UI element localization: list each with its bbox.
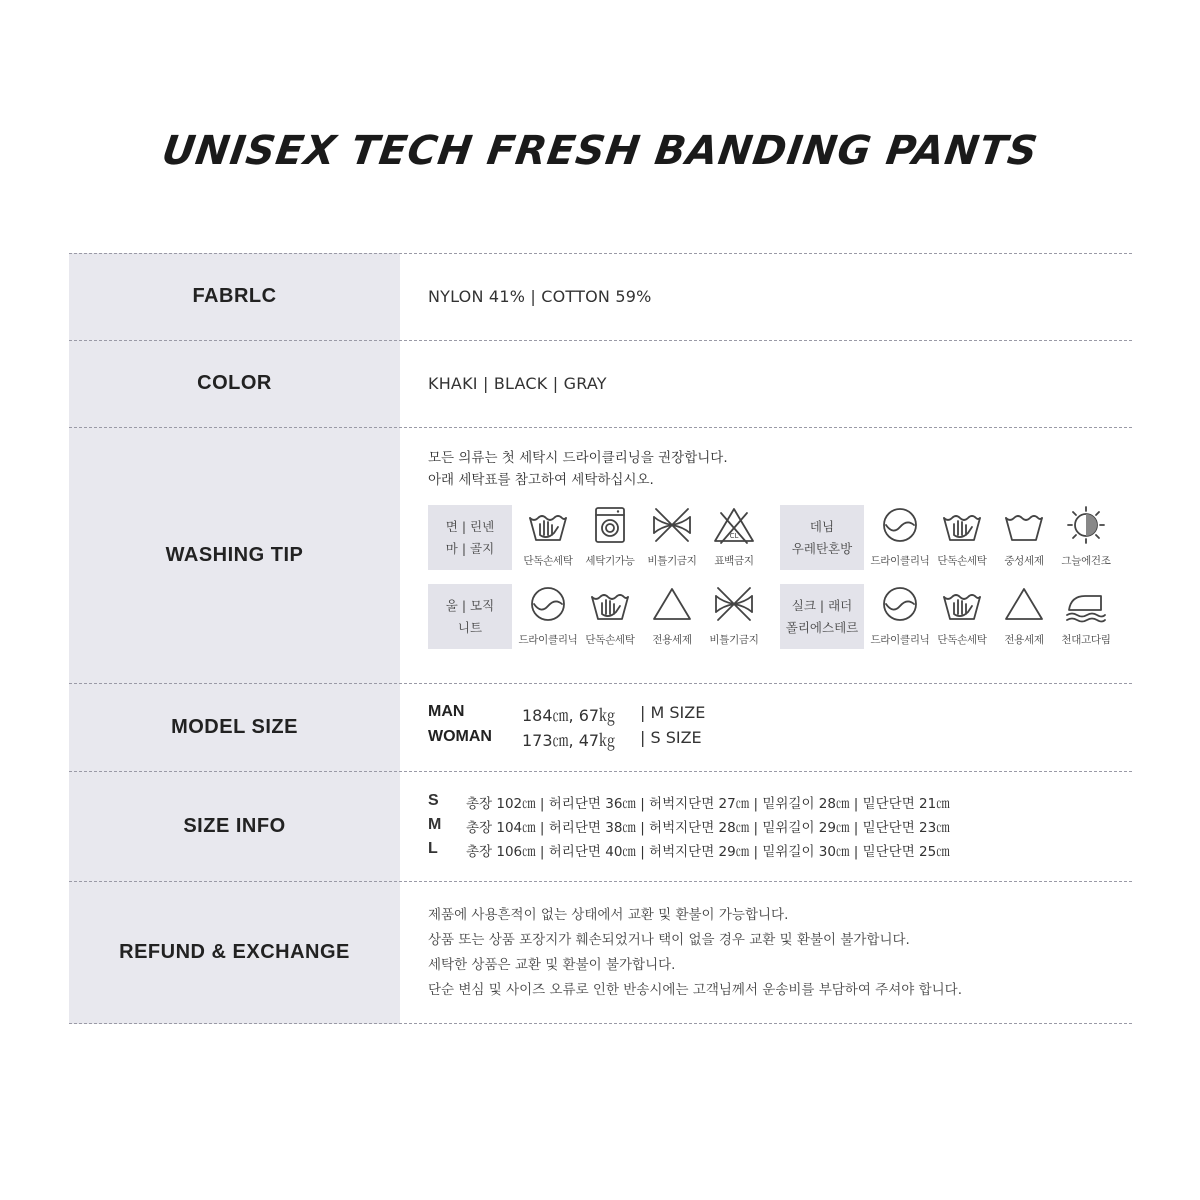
- care-symbol-label: 단독손세탁: [523, 555, 573, 567]
- size-info-grid: [428, 792, 1132, 860]
- size-info-label: SIZE INFO: [69, 771, 400, 881]
- dry-clean-icon: [525, 584, 571, 624]
- care-symbol-label: 전용세제: [652, 634, 692, 646]
- care-symbol-label: 세탁기가능: [585, 555, 635, 567]
- color-label: COLOR: [69, 340, 400, 427]
- hand-wash-icon: [587, 584, 633, 624]
- care-symbol-label: 그늘에건조: [1061, 555, 1111, 567]
- care-symbol-row: [428, 584, 1132, 649]
- washing-row: [69, 427, 1132, 683]
- fabric-row: [69, 253, 1132, 340]
- model-gender: MAN: [428, 703, 465, 720]
- fabric-care-group: [780, 584, 1117, 649]
- svg-text:CL: CL: [729, 532, 739, 540]
- shade-dry-icon: [1063, 505, 1109, 545]
- fabric-type-box: [780, 505, 864, 570]
- model-gender: WOMAN: [428, 728, 492, 745]
- care-symbol-label: 드라이클리닉: [870, 634, 930, 646]
- care-symbol-label: 비틀기금지: [709, 634, 759, 646]
- size-detail: 총장 102㎝ | 허리단면 36㎝ | 허벅지단면 27㎝ | 밑위길이 28㎝ | 밑단단면 21㎝: [466, 796, 950, 812]
- care-symbol-label: 표백금지: [714, 555, 754, 567]
- fabric-type-box: [428, 584, 512, 649]
- care-symbol: [993, 584, 1055, 647]
- model-body: 184㎝, 67㎏: [522, 706, 616, 725]
- spec-table: [69, 253, 1132, 1024]
- fabric-type-text: 실크 | 래더: [791, 597, 853, 613]
- hand-wash-icon: [939, 505, 985, 545]
- dry-clean-icon: [877, 584, 923, 624]
- size-detail: 총장 104㎝ | 허리단면 38㎝ | 허벅지단면 28㎝ | 밑위길이 29㎝ | 밑단단면 23㎝: [466, 820, 950, 836]
- product-title: UNISEX TECH FRESH BANDING PANTS: [159, 128, 1041, 174]
- size-info-content: [400, 771, 1132, 881]
- care-symbol-label: 전용세제: [1004, 634, 1044, 646]
- refund-line: 제품에 사용흔적이 없는 상태에서 교환 및 환불이 가능합니다.: [428, 906, 789, 923]
- fabric-type-text: 우레탄혼방: [791, 540, 853, 556]
- model-size-label: MODEL SIZE: [69, 683, 400, 771]
- model-size: | S SIZE: [640, 728, 702, 747]
- care-symbol: [931, 584, 993, 647]
- fabric-care-group: [428, 505, 765, 570]
- care-symbol-row: [428, 505, 1132, 570]
- model-body: 173㎝, 47㎏: [522, 731, 616, 750]
- care-symbol-grid: [428, 505, 1132, 663]
- refund-line: 상품 또는 상품 포장지가 훼손되었거나 택이 없을 경우 교환 및 환불이 불가합니다.: [428, 931, 910, 948]
- fabric-type-text: 폴리에스테르: [785, 619, 859, 635]
- care-symbol: [641, 505, 703, 568]
- washing-note: 모든 의류는 첫 세탁시 드라이클리닝을 권장합니다.: [428, 450, 728, 466]
- care-symbol-label: 단독손세탁: [937, 634, 987, 646]
- refund-label: REFUND & EXCHANGE: [69, 881, 400, 1024]
- model-size: | M SIZE: [640, 703, 706, 722]
- fabric-type-box: [780, 584, 864, 649]
- model-size-grid: [428, 703, 1132, 751]
- care-symbol-label: 드라이클리닉: [518, 634, 578, 646]
- color-value: KHAKI | BLACK | GRAY: [428, 374, 607, 393]
- refund-content: [400, 881, 1132, 1024]
- fabric-type-box: [428, 505, 512, 570]
- care-symbol: [579, 505, 641, 568]
- care-symbol: [931, 505, 993, 568]
- care-symbol: [703, 505, 765, 568]
- care-symbol: [517, 584, 579, 647]
- fabric-value: NYLON 41% | COTTON 59%: [428, 287, 652, 306]
- model-size-row: [69, 683, 1132, 771]
- fabric-type-text: 울 | 모직: [445, 597, 495, 613]
- fabric-care-group: [428, 584, 765, 649]
- hand-wash-icon: [939, 584, 985, 624]
- model-size-content: [400, 683, 1132, 771]
- care-symbol-label: 단독손세탁: [937, 555, 987, 567]
- no-bleach-icon: [711, 505, 757, 545]
- washing-content: [400, 427, 1132, 683]
- triangle-detergent-icon: [649, 584, 695, 624]
- care-symbol-label: 중성세제: [1004, 555, 1044, 567]
- size-key: L: [428, 840, 438, 857]
- care-symbol: [993, 505, 1055, 568]
- care-symbol: [1055, 584, 1117, 647]
- color-row: [69, 340, 1132, 427]
- no-wring-icon: [649, 505, 695, 545]
- size-key: S: [428, 792, 439, 809]
- refund-line: 세탁한 상품은 교환 및 환불이 불가합니다.: [428, 956, 676, 973]
- size-detail: 총장 106㎝ | 허리단면 40㎝ | 허벅지단면 29㎝ | 밑위길이 30㎝ | 밑단단면 25㎝: [466, 844, 950, 860]
- size-info-row: [69, 771, 1132, 881]
- size-key: M: [428, 816, 442, 833]
- care-symbol-label: 단독손세탁: [585, 634, 635, 646]
- care-symbol: [579, 584, 641, 647]
- fabric-type-text: 마 | 골지: [445, 540, 495, 556]
- fabric-type-text: 면 | 린넨: [445, 518, 495, 534]
- care-symbol: [517, 505, 579, 568]
- washing-label: WASHING TIP: [69, 427, 400, 683]
- dry-clean-icon: [877, 505, 923, 545]
- fabric-type-text: 데님: [809, 518, 835, 534]
- iron-cloth-icon: [1063, 584, 1109, 624]
- care-symbol: [703, 584, 765, 647]
- washing-note: 아래 세탁표를 참고하여 세탁하십시오.: [428, 472, 654, 488]
- care-symbol: [869, 584, 931, 647]
- care-symbol-label: 드라이클리닉: [870, 555, 930, 567]
- hand-wash-icon: [525, 505, 571, 545]
- fabric-type-text: 니트: [457, 619, 483, 635]
- fabric-care-group: [780, 505, 1117, 570]
- neutral-detergent-icon: [1001, 505, 1047, 545]
- refund-line: 단순 변심 및 사이즈 오류로 인한 반송시에는 고객님께서 운송비를 부담하여 주셔야 합니다.: [428, 981, 963, 998]
- refund-row: [69, 881, 1132, 1024]
- care-symbol-label: 천대고다림: [1061, 634, 1111, 646]
- care-symbol-label: 비틀기금지: [647, 555, 697, 567]
- fabric-label: FABRLC: [69, 253, 400, 340]
- care-symbol: [869, 505, 931, 568]
- washing-machine-icon: [587, 505, 633, 545]
- care-symbol: [1055, 505, 1117, 568]
- triangle-detergent-icon: [1001, 584, 1047, 624]
- no-wring-icon: [711, 584, 757, 624]
- care-symbol: [641, 584, 703, 647]
